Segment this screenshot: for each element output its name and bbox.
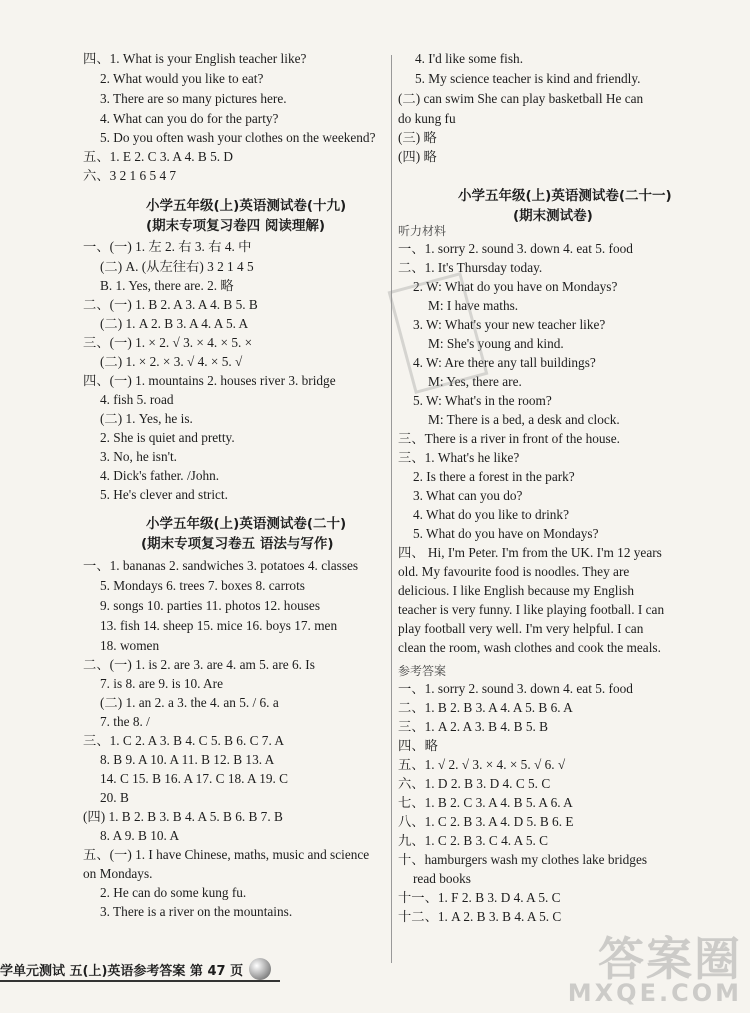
answer-line: 4. What do you like to drink? — [413, 507, 569, 522]
answer-line: 一、1. sorry 2. sound 3. down 4. eat 5. food — [398, 681, 633, 696]
answer-line: 3. No, he isn't. — [100, 449, 178, 464]
answer-line: teacher is very funny. I like playing football. I can — [398, 602, 665, 617]
answer-line: 十一、1. F 2. B 3. D 4. A 5. C — [398, 890, 561, 905]
answer-line: on Mondays. — [83, 866, 153, 881]
answer-line: 七、1. B 2. C 3. A 4. B 5. A 6. A — [398, 795, 573, 810]
answer-line: 8. B 9. A 10. A 11. B 12. B 13. A — [100, 752, 275, 767]
answer-line: 十二、1. A 2. B 3. B 4. A 5. C — [398, 909, 562, 924]
answer-line: 8. A 9. B 10. A — [100, 828, 180, 843]
answer-line: 5. He's clever and strict. — [100, 487, 228, 502]
answer-line: M: I have maths. — [428, 298, 519, 313]
answer-line: 7. the 8. / — [100, 714, 150, 729]
answer-line: 2. She is quiet and pretty. — [100, 430, 235, 445]
answer-line: 六、3 2 1 6 5 4 7 — [83, 168, 177, 183]
answer-line: 三、1. C 2. A 3. B 4. C 5. B 6. C 7. A — [83, 733, 284, 748]
answer-line: 3. There is a river on the mountains. — [100, 904, 293, 919]
answer-line: 一、(一) 1. 左 2. 右 3. 右 4. 中 — [83, 239, 252, 254]
answer-line: 9. songs 10. parties 11. photos 12. houses — [100, 598, 321, 613]
answer-line: 四、 Hi, I'm Peter. I'm from the UK. I'm 12 years — [398, 545, 662, 560]
section-heading: 小学五年级(上)英语测试卷(二十) — [146, 516, 347, 532]
answer-line: 3. W: What's your new teacher like? — [413, 317, 606, 332]
answer-line: 4. W: Are there any tall buildings? — [413, 355, 596, 370]
answer-line: (四) 略 — [398, 149, 437, 164]
answer-line: clean the room, wash clothes and cook the meals. — [398, 640, 661, 655]
answer-line: 一、1. bananas 2. sandwiches 3. potatoes 4. classes — [83, 558, 359, 573]
answer-line: 4. What can you do for the party? — [100, 111, 279, 126]
footer-logo-icon — [249, 958, 271, 980]
answer-line: 14. C 15. B 16. A 17. C 18. A 19. C — [100, 771, 289, 786]
answer-line: 五、1. E 2. C 3. A 4. B 5. D — [83, 149, 233, 164]
answer-line: 4. I'd like some fish. — [415, 51, 524, 66]
answer-line: 5. W: What's in the room? — [413, 393, 552, 408]
section-heading: (期末专项复习卷五 语法与写作) — [141, 536, 334, 552]
answer-line: 3. What can you do? — [413, 488, 523, 503]
answer-line: 5. Mondays 6. trees 7. boxes 8. carrots — [100, 578, 305, 593]
answer-line: (二) 1. A 2. B 3. A 4. A 5. A — [100, 316, 249, 331]
answer-line: 2. What would you like to eat? — [100, 71, 264, 86]
answer-line: old. My favourite food is noodles. They are — [398, 564, 630, 579]
answer-line: 13. fish 14. sheep 15. mice 16. boys 17. men — [100, 618, 338, 633]
answer-line: 3. There are so many pictures here. — [100, 91, 287, 106]
answer-line: (二) 1. Yes, he is. — [100, 411, 193, 426]
answer-line: 5. My science teacher is kind and friendly. — [415, 71, 641, 86]
answer-line: 2. Is there a forest in the park? — [413, 469, 575, 484]
answer-line: (三) 略 — [398, 130, 437, 145]
answer-line: 三、(一) 1. × 2. √ 3. × 4. × 5. × — [83, 335, 253, 350]
footer-rule — [0, 980, 280, 982]
answer-line: B. 1. Yes, there are. 2. 略 — [100, 278, 234, 293]
section-heading: (期末专项复习卷四 阅读理解) — [146, 218, 326, 234]
answer-line: 九、1. C 2. B 3. C 4. A 5. C — [398, 833, 548, 848]
page-footer — [0, 958, 280, 980]
answer-line: 六、1. D 2. B 3. D 4. C 5. C — [398, 776, 551, 791]
answer-line: 三、1. What's he like? — [398, 450, 520, 465]
answer-line: read books — [413, 871, 471, 886]
answer-line: 4. Dick's father. /John. — [100, 468, 220, 483]
answer-line: 18. women — [100, 638, 160, 653]
answer-line: 五、1. √ 2. √ 3. × 4. × 5. √ 6. √ — [398, 757, 566, 772]
answer-line: (二) 1. an 2. a 3. the 4. an 5. / 6. a — [100, 695, 279, 710]
answer-line: 2. W: What do you have on Mondays? — [413, 279, 618, 294]
site-watermark — [567, 932, 742, 1007]
answer-line: 八、1. C 2. B 3. A 4. D 5. B 6. E — [398, 814, 574, 829]
answer-line: 二、1. B 2. B 3. A 4. A 5. B 6. A — [398, 700, 573, 715]
answer-line: do kung fu — [398, 111, 456, 126]
answer-line: 2. He can do some kung fu. — [100, 885, 247, 900]
answer-line: delicious. I like English because my English — [398, 583, 634, 598]
answer-line: 四、略 — [398, 738, 438, 753]
answer-line: 二、(一) 1. B 2. A 3. A 4. B 5. B — [83, 297, 258, 312]
answer-line: play football very well. I'm very helpful. I can — [398, 621, 644, 636]
answer-line: 二、1. It's Thursday today. — [398, 260, 543, 275]
answer-line: 四、(一) 1. mountains 2. houses river 3. bridge — [83, 373, 336, 388]
answer-line: 二、(一) 1. is 2. are 3. are 4. am 5. are 6. Is — [83, 657, 315, 672]
section-heading: 小学五年级(上)英语测试卷(十九) — [146, 198, 347, 214]
answer-line: 5. Do you often wash your clothes on the weekend? — [100, 130, 376, 145]
watermark-url: MXQE.COM — [567, 979, 742, 1007]
watermark-logo-text: 答案圈 — [598, 932, 742, 986]
answer-line: 三、There is a river in front of the house. — [398, 431, 620, 446]
footer-text: 学单元测试 五(上)英语参考答案 第 47 页 — [0, 963, 244, 979]
answer-line: (二) can swim She can play basketball He can — [398, 91, 644, 106]
answer-line: 7. is 8. are 9. is 10. Are — [100, 676, 223, 691]
subsection-label: 参考答案 — [398, 664, 447, 678]
answer-line: (二) A. (从左往右) 3 2 1 4 5 — [100, 259, 254, 274]
answer-line: 4. fish 5. road — [100, 392, 174, 407]
answer-line: 十、hamburgers wash my clothes lake bridges — [398, 852, 648, 867]
column-divider — [391, 55, 392, 963]
section-heading: 小学五年级(上)英语测试卷(二十一) — [458, 188, 672, 204]
answer-line: (二) 1. × 2. × 3. √ 4. × 5. √ — [100, 354, 243, 369]
answer-line: 四、1. What is your English teacher like? — [83, 51, 307, 66]
answer-line: M: Yes, there are. — [428, 374, 522, 389]
answer-line: 五、(一) 1. I have Chinese, maths, music and science — [83, 847, 370, 862]
section-heading: (期末测试卷) — [513, 208, 593, 224]
answer-line: 5. What do you have on Mondays? — [413, 526, 599, 541]
answer-line: 20. B — [100, 790, 129, 805]
answer-line: (四) 1. B 2. B 3. B 4. A 5. B 6. B 7. B — [83, 809, 283, 824]
answer-line: 三、1. A 2. A 3. B 4. B 5. B — [398, 719, 548, 734]
subsection-label: 听力材料 — [398, 224, 447, 238]
answer-line: 一、1. sorry 2. sound 3. down 4. eat 5. food — [398, 241, 633, 256]
answer-line: M: She's young and kind. — [428, 336, 564, 351]
answer-line: M: There is a bed, a desk and clock. — [428, 412, 620, 427]
